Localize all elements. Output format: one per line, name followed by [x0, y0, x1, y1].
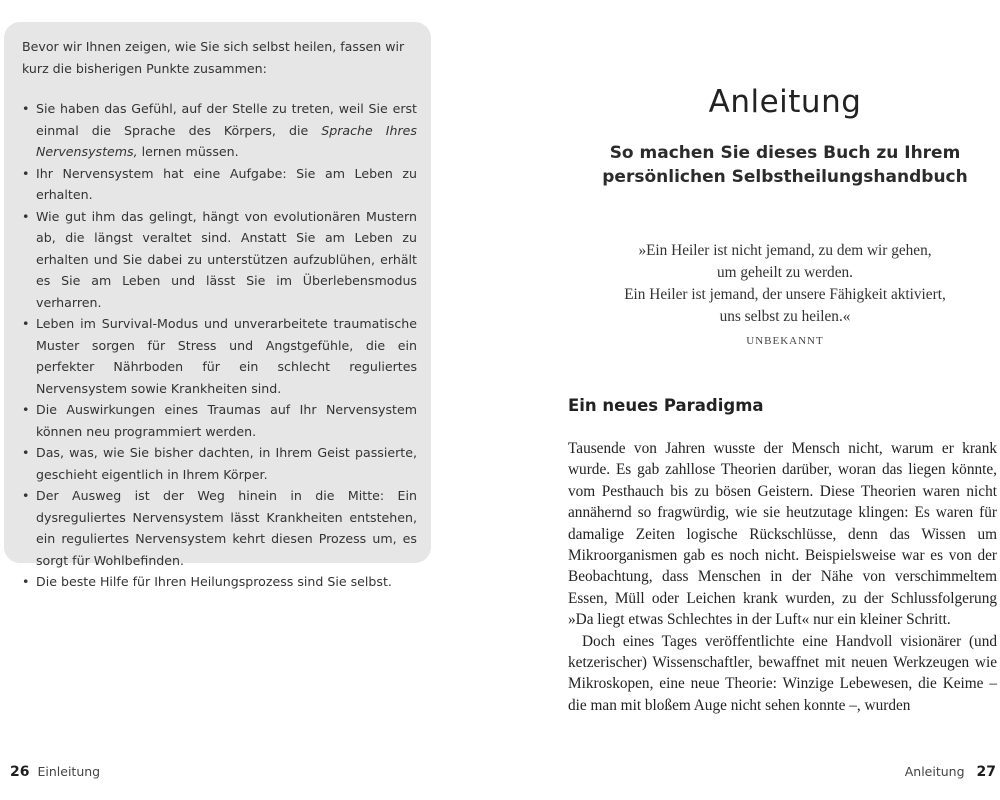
list-item — [22, 442, 417, 485]
summary-intro: Bevor wir Ihnen zeigen, wie Sie sich selbst heilen, fassen wir kurz die bisherigen Punkte zusammen: — [22, 39, 405, 76]
bullet: • — [22, 445, 30, 460]
summary-box — [4, 22, 431, 589]
list-item-italic: Sprache Ihres Nervensystems, — [36, 122, 417, 159]
page-footer-right — [905, 764, 996, 780]
list-item-text: Sie haben das Gefühl, auf der Stelle zu treten, weil Sie erst einmal die Sprache des Körpers, die — [36, 101, 417, 138]
section-heading: Ein neues Paradigma — [568, 396, 764, 415]
list-item — [22, 399, 417, 442]
bullet: • — [22, 101, 30, 116]
list-item — [22, 571, 417, 593]
epigraph-source: UNBEKANNT — [746, 335, 824, 347]
list-item-text: Die Auswirkungen eines Traumas auf Ihr Nervensystem können neu programmiert werden. — [36, 402, 417, 439]
list-item-text: lernen müssen. — [137, 144, 239, 159]
list-item-text: Leben im Survival-Modus und unverarbeitete traumatische Muster sorgen für Stress und Angstgefühle, die ein perfekter Nährboden für ein schlecht reguliertes Nervensystem sowie Krankheiten sind. — [36, 316, 417, 396]
epigraph-quote — [570, 240, 1000, 328]
paragraph: Tausende von Jahren wusste der Mensch nicht, warum er krank wurde. Es gab zahllose Theorien darüber, woran das liegen könnte, vom Pesthauch bis zu bösen Geistern. Diese Theorien waren nicht annähernd so fragwürdig, wie sie heutzutage klingen: Es waren für damalige Zeiten logische Rückschlüsse, denn das Wissen um Mikroorganismen gab es noch nicht. Beispielsweise war es von der Beobachtung, dass Menschen in der Nähe von verschimmeltem Essen, Müll oder Leichen krank wurden, zu der Schlussfolgerung »Da liegt etwas Schlechtes in der Luft« nur ein kleiner Schritt. — [568, 440, 997, 629]
bullet: • — [22, 208, 30, 224]
list-item-text: Das, was, wie Sie bisher dachten, in Ihrem Geist passierte, geschieht eigentlich in Ihrem Körper. — [36, 445, 417, 482]
chapter-subtitle — [570, 141, 1000, 189]
list-item — [22, 98, 417, 163]
list-item — [22, 206, 417, 314]
list-item-text: Ihr Nervensystem hat eine Aufgabe: Sie am Leben zu erhalten. — [36, 165, 417, 202]
bullet: • — [22, 165, 30, 181]
page-footer-left — [10, 764, 100, 780]
list-item-text: Wie gut ihm das gelingt, hängt von evolutionären Mustern ab, die längst veraltet sind. Anstatt Sie am Leben zu erhalten und Sie dabei zu unterstützen aufzublühen, erhält es Sie am Leben und lässt Sie im Überlebensmodus verharren. — [36, 208, 417, 310]
epigraph-line: uns selbst zu heilen.« — [719, 308, 851, 325]
running-head: Anleitung — [904, 764, 965, 779]
page-number: 26 — [10, 764, 30, 780]
bullet: • — [22, 316, 30, 331]
list-item — [22, 485, 417, 571]
epigraph-line: Ein Heiler ist jemand, der unsere Fähigkeit aktiviert, — [624, 286, 946, 303]
list-item — [22, 313, 417, 399]
epigraph-line: »Ein Heiler ist nicht jemand, zu dem wir gehen, — [638, 242, 932, 259]
bullet: • — [22, 488, 30, 503]
chapter-subtitle-line: So machen Sie dieses Buch zu Ihrem — [609, 143, 961, 163]
bullet: • — [22, 402, 30, 417]
body-text — [568, 438, 997, 716]
summary-list — [22, 98, 417, 593]
chapter-title: Anleitung — [708, 84, 862, 120]
list-item-text: Die beste Hilfe für Ihren Heilungsprozess sind Sie selbst. — [36, 574, 392, 589]
epigraph-line: um geheilt zu werden. — [717, 264, 853, 281]
bullet: • — [22, 574, 30, 589]
running-head: Einleitung — [37, 764, 101, 779]
page-number: 27 — [976, 764, 996, 780]
list-item-text: Der Ausweg ist der Weg hinein in die Mitte: Ein dysreguliertes Nervensystem lässt Krankheiten entstehen, ein reguliertes Nervensystem kehrt diesen Prozess um, es sorgt für Wohlbefinden. — [36, 488, 417, 568]
list-item — [22, 163, 417, 206]
paragraph: Doch eines Tages veröffentlichte eine Handvoll visionärer (und ketzerischer) Wissenschaftler, bewaffnet mit neuen Werkzeugen wie Mikroskopen, eine neue Theorie: Winzige Lebewesen, die Keime – die man mit bloßem Auge nicht sehen konnte –, wurden — [568, 632, 997, 714]
right-page — [500, 0, 1000, 800]
chapter-subtitle-line: persönlichen Selbstheilungshandbuch — [602, 167, 968, 187]
